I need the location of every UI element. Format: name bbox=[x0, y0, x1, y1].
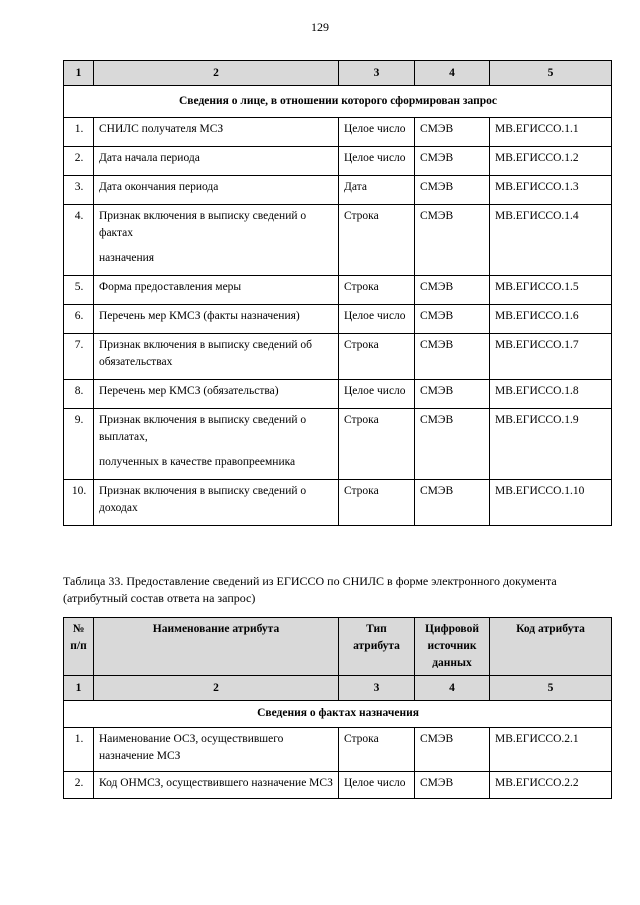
column-header-code: Код атрибута bbox=[490, 618, 612, 676]
attribute-code: МВ.ЕГИССО.1.2 bbox=[490, 147, 612, 176]
table-row bbox=[64, 380, 612, 409]
attribute-name-text: Код ОНМСЗ, осуществившего назначение МСЗ bbox=[99, 777, 333, 789]
attribute-name-text: Дата окончания периода bbox=[99, 181, 219, 193]
page-number: 129 bbox=[311, 20, 329, 34]
column-number: 1 bbox=[64, 61, 94, 86]
attribute-code: МВ.ЕГИССО.1.10 bbox=[490, 480, 612, 526]
attribute-type: Целое число bbox=[339, 772, 415, 799]
data-source: СМЭВ bbox=[415, 305, 490, 334]
attribute-name-text: Наименование ОСЗ, осуществившего назначение МСЗ bbox=[99, 733, 284, 762]
column-header-type: Тип атрибута bbox=[339, 618, 415, 676]
table-row bbox=[64, 276, 612, 305]
column-number: 2 bbox=[94, 61, 339, 86]
data-source: СМЭВ bbox=[415, 118, 490, 147]
row-number: 3. bbox=[64, 176, 94, 205]
column-header-name: Наименование атрибута bbox=[94, 618, 339, 676]
attribute-code: МВ.ЕГИССО.1.4 bbox=[490, 205, 612, 276]
attribute-name bbox=[94, 409, 339, 480]
attribute-type: Целое число bbox=[339, 147, 415, 176]
attribute-type: Строка bbox=[339, 480, 415, 526]
attribute-type: Целое число bbox=[339, 118, 415, 147]
data-source: СМЭВ bbox=[415, 728, 490, 772]
column-number: 4 bbox=[415, 61, 490, 86]
attributes-table-response bbox=[63, 617, 612, 799]
column-header-row bbox=[64, 618, 612, 676]
section-title: Сведения о лице, в отношении которого сформирован запрос bbox=[64, 86, 612, 118]
row-number: 10. bbox=[64, 480, 94, 526]
column-header-number: № п/п bbox=[64, 618, 94, 676]
table-row bbox=[64, 147, 612, 176]
data-source: СМЭВ bbox=[415, 480, 490, 526]
attribute-name bbox=[94, 305, 339, 334]
attribute-code: МВ.ЕГИССО.1.9 bbox=[490, 409, 612, 480]
row-number: 1. bbox=[64, 118, 94, 147]
column-number: 2 bbox=[94, 676, 339, 701]
attribute-name-text: Дата начала периода bbox=[99, 152, 200, 164]
table-row bbox=[64, 118, 612, 147]
attribute-type: Строка bbox=[339, 334, 415, 380]
table-row bbox=[64, 305, 612, 334]
data-source: СМЭВ bbox=[415, 772, 490, 799]
column-number: 5 bbox=[490, 61, 612, 86]
attribute-code: МВ.ЕГИССО.1.6 bbox=[490, 305, 612, 334]
row-number: 1. bbox=[64, 728, 94, 772]
data-source: СМЭВ bbox=[415, 380, 490, 409]
table-caption: Таблица 33. Предоставление сведений из ЕГИССО по СНИЛС в форме электронного документа (атрибутный состав ответа на запрос) bbox=[63, 574, 557, 605]
column-number: 5 bbox=[490, 676, 612, 701]
data-source: СМЭВ bbox=[415, 334, 490, 380]
attribute-type: Строка bbox=[339, 276, 415, 305]
attribute-name bbox=[94, 176, 339, 205]
attributes-table-request bbox=[63, 60, 612, 526]
row-number: 8. bbox=[64, 380, 94, 409]
attribute-code: МВ.ЕГИССО.2.1 bbox=[490, 728, 612, 772]
attribute-code: МВ.ЕГИССО.1.7 bbox=[490, 334, 612, 380]
column-number: 4 bbox=[415, 676, 490, 701]
data-source: СМЭВ bbox=[415, 176, 490, 205]
data-source: СМЭВ bbox=[415, 147, 490, 176]
attribute-type: Целое число bbox=[339, 305, 415, 334]
row-number: 2. bbox=[64, 147, 94, 176]
attribute-name bbox=[94, 118, 339, 147]
attribute-code: МВ.ЕГИССО.1.1 bbox=[490, 118, 612, 147]
attribute-type: Строка bbox=[339, 205, 415, 276]
attribute-name-continuation: назначения bbox=[99, 252, 155, 264]
attribute-type: Дата bbox=[339, 176, 415, 205]
attribute-name bbox=[94, 147, 339, 176]
column-header-source: Цифровой источник данных bbox=[415, 618, 490, 676]
attribute-name bbox=[94, 772, 339, 799]
attribute-name-text: Признак включения в выписку сведений о доходах bbox=[99, 485, 307, 514]
attribute-code: МВ.ЕГИССО.1.5 bbox=[490, 276, 612, 305]
attribute-type: Строка bbox=[339, 728, 415, 772]
table-row bbox=[64, 409, 612, 480]
section-row bbox=[64, 86, 612, 118]
attribute-name-text: Форма предоставления меры bbox=[99, 281, 242, 293]
row-number: 7. bbox=[64, 334, 94, 380]
attribute-name-text: Признак включения в выписку сведений о выплатах, bbox=[99, 414, 307, 443]
column-number: 3 bbox=[339, 61, 415, 86]
column-number: 1 bbox=[64, 676, 94, 701]
attribute-name-text: СНИЛС получателя МСЗ bbox=[99, 123, 224, 135]
attribute-name bbox=[94, 334, 339, 380]
data-source: СМЭВ bbox=[415, 409, 490, 480]
attribute-name bbox=[94, 728, 339, 772]
attribute-name bbox=[94, 480, 339, 526]
section-row bbox=[64, 701, 612, 728]
attribute-name-continuation: полученных в качестве правопреемника bbox=[99, 456, 296, 468]
row-number: 5. bbox=[64, 276, 94, 305]
column-number-row bbox=[64, 61, 612, 86]
data-source: СМЭВ bbox=[415, 276, 490, 305]
attribute-name-text: Перечень мер КМСЗ (обязательства) bbox=[99, 385, 279, 397]
table-row bbox=[64, 334, 612, 380]
attribute-name bbox=[94, 380, 339, 409]
attribute-name-text: Перечень мер КМСЗ (факты назначения) bbox=[99, 310, 300, 322]
attribute-name bbox=[94, 276, 339, 305]
attribute-name-text: Признак включения в выписку сведений о фактах bbox=[99, 210, 307, 239]
table-row bbox=[64, 772, 612, 799]
table-row bbox=[64, 176, 612, 205]
attribute-code: МВ.ЕГИССО.1.3 bbox=[490, 176, 612, 205]
row-number: 4. bbox=[64, 205, 94, 276]
attribute-name bbox=[94, 205, 339, 276]
attribute-type: Целое число bbox=[339, 380, 415, 409]
row-number: 2. bbox=[64, 772, 94, 799]
table-row bbox=[64, 728, 612, 772]
table-row bbox=[64, 205, 612, 276]
attribute-name-text: Признак включения в выписку сведений об обязательствах bbox=[99, 339, 312, 368]
attribute-type: Строка bbox=[339, 409, 415, 480]
table-row bbox=[64, 480, 612, 526]
row-number: 9. bbox=[64, 409, 94, 480]
attribute-code: МВ.ЕГИССО.2.2 bbox=[490, 772, 612, 799]
attribute-code: МВ.ЕГИССО.1.8 bbox=[490, 380, 612, 409]
column-number-row bbox=[64, 676, 612, 701]
row-number: 6. bbox=[64, 305, 94, 334]
data-source: СМЭВ bbox=[415, 205, 490, 276]
column-number: 3 bbox=[339, 676, 415, 701]
section-title: Сведения о фактах назначения bbox=[64, 701, 612, 728]
